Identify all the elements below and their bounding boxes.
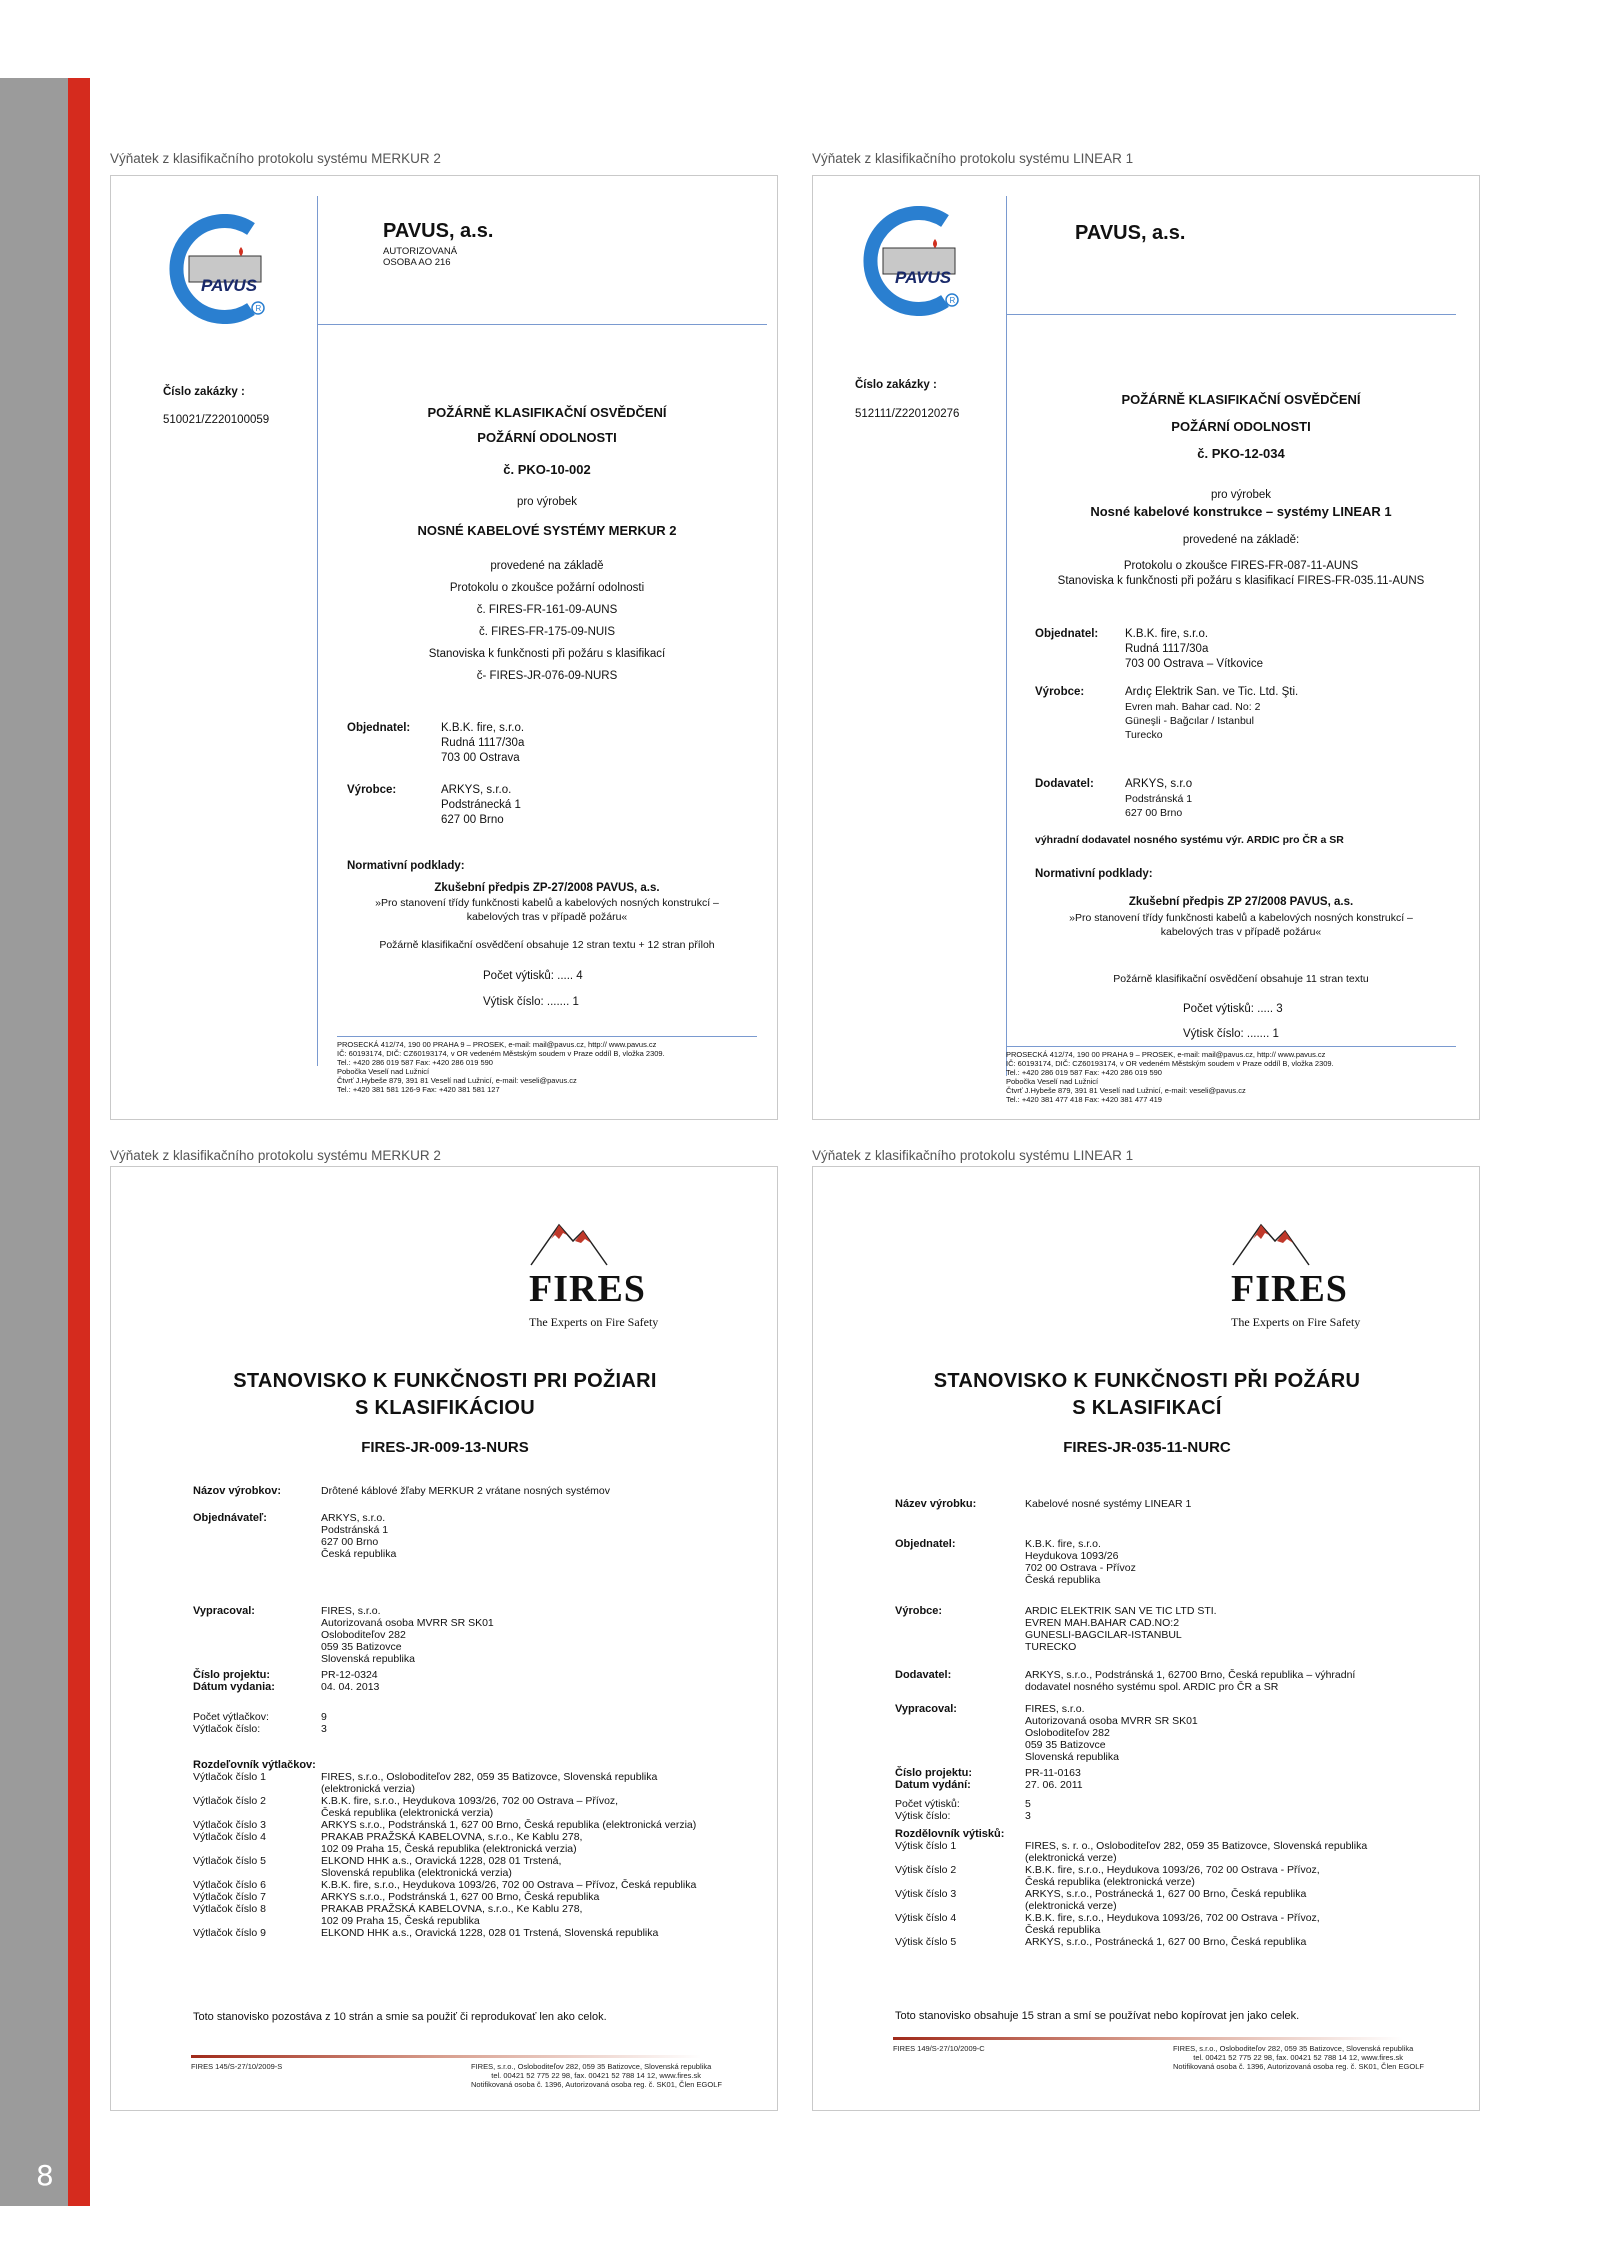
distribution-copy-value: ARKYS, s.r.o., Postránecká 1, 627 00 Brno, Česká republika (1025, 1936, 1307, 1948)
maker-line: Güneşli - Bağcılar / Istanbul (1125, 715, 1254, 727)
field-value: 27. 06. 2011 (1025, 1779, 1083, 1791)
field-value: Heydukova 1093/26 (1025, 1550, 1119, 1562)
distribution-copy-label: Výtisk číslo 4 (895, 1912, 957, 1924)
basis-line: Stanoviska k funkčnosti při požáru s klasifikací FIRES-FR-035.11-AUNS (1057, 575, 1425, 587)
distribution-copy-label: Výtlačok číslo 4 (193, 1831, 266, 1843)
footer-line: Pobočka Veselí nad Lužnicí (337, 1067, 430, 1076)
pavus-logo-text: PAVUS (201, 276, 258, 295)
footer-right-line: tel. 00421 52 775 22 98, fax. 00421 52 788 14 12, www.fires.sk (1193, 2053, 1403, 2062)
fires-logo (529, 1219, 609, 1272)
distribution-copy-value: FIRES, s. r. o., Osloboditeľov 282, 059 35 Batizovce, Slovenská republika (1025, 1840, 1368, 1852)
order-number: 510021/Z220100059 (163, 414, 270, 426)
footer-divider (191, 2055, 701, 2058)
field-label: Číslo projektu: (895, 1767, 973, 1779)
distribution-copy-value: ARKYS s.r.o., Podstránská 1, 627 00 Brno, Česká republika (321, 1891, 600, 1903)
pavus-logo-text: PAVUS (895, 268, 952, 287)
basis-line: provedené na základě: (1182, 534, 1300, 546)
norm-label: Normativní podklady: (347, 860, 465, 872)
field-value: 059 35 Batizovce (321, 1641, 402, 1653)
distribution-label: Rozdeľovník výtlačkov: (193, 1759, 316, 1771)
maker-line: Turecko (1125, 729, 1163, 741)
distribution-copy-label: Výtisk číslo 3 (895, 1888, 957, 1900)
footer-line: Čtvrť J.Hybeše 879, 391 81 Veselí nad Lužnicí, e-mail: veseli@pavus.cz (337, 1076, 577, 1085)
footer-line: PROSECKÁ 412/74, 190 00 PRAHA 9 – PROSEK, e-mail: mail@pavus.cz, http:// www.pavus.cz (1006, 1050, 1326, 1059)
field-label: Výrobce: (895, 1605, 943, 1617)
pavus-certificate-merkur-2 (110, 175, 778, 1120)
fires-tagline: The Experts on Fire Safety (1231, 1315, 1361, 1329)
field-value: ARDIC ELEKTRIK SAN VE TIC LTD STI. (1025, 1605, 1217, 1617)
field-label: Výtlačok číslo: (193, 1723, 261, 1735)
maker-line: 627 00 Brno (441, 814, 504, 826)
distribution-copy-value: ARKYS s.r.o., Podstránská 1, 627 00 Brno, Česká republika (elektronická verzia) (321, 1819, 697, 1831)
caption-merkur-2: Výňatek z klasifikačního protokolu systému MERKUR 2 (110, 151, 441, 166)
org-sub-1: AUTORIZOVANÁ (383, 246, 458, 257)
field-value: Kabelové nosné systémy LINEAR 1 (1025, 1498, 1192, 1510)
field-value: EVREN MAH.BAHAR CAD.NO:2 (1025, 1617, 1180, 1629)
divider-vertical (1006, 196, 1007, 1076)
footer-right-line: FIRES, s.r.o., Osloboditeľov 282, 059 35 Batizovce, Slovenská republika (1173, 2044, 1414, 2053)
footer-divider (337, 1036, 757, 1037)
maker-line: Podstránecká 1 (441, 799, 521, 811)
maker-line: Evren mah. Bahar cad. No: 2 (1125, 701, 1261, 713)
client-label: Objednatel: (1035, 628, 1099, 640)
field-value: 627 00 Brno (321, 1536, 379, 1548)
statement-title-line-2: S KLASIFIKÁCIOU (354, 1397, 536, 1419)
distribution-copy-value: FIRES, s.r.o., Osloboditeľov 282, 059 35 Batizovce, Slovenská republika (321, 1771, 658, 1783)
field-label: Výtisk číslo: (895, 1810, 951, 1822)
distribution-copy-label: Výtlačok číslo 5 (193, 1855, 266, 1867)
order-label: Číslo zakázky : (163, 386, 245, 398)
field-label: Dodavatel: (895, 1669, 952, 1681)
distribution-copy-label: Výtlačok číslo 9 (193, 1927, 266, 1939)
basis-line: Stanoviska k funkčnosti při požáru s klasifikací (428, 648, 666, 660)
distribution-copy-label: Výtisk číslo 2 (895, 1864, 957, 1876)
distribution-copy-value: Česká republika (elektronická verzia) (321, 1807, 494, 1819)
footer-right-line: FIRES, s.r.o., Osloboditeľov 282, 059 35 Batizovce, Slovenská republika (471, 2062, 712, 2071)
distribution-copy-label: Výtlačok číslo 2 (193, 1795, 266, 1807)
distribution-copy-value: 102 09 Praha 15, Česká republika (elektronická verzia) (321, 1843, 577, 1855)
field-value: Osloboditeľov 282 (321, 1629, 406, 1641)
maker-line: ARKYS, s.r.o. (441, 784, 512, 796)
field-value: 5 (1025, 1798, 1031, 1810)
field-value: 059 35 Batizovce (1025, 1739, 1106, 1751)
copies-count: Počet výtisků: ..... 4 (483, 970, 583, 982)
field-value: Podstránská 1 (321, 1524, 389, 1536)
client-line: Rudná 1117/30a (1125, 643, 1209, 655)
pavus-logo (161, 214, 271, 329)
pavus-logo (855, 206, 965, 321)
basis-line: č- FIRES-JR-076-09-NURS (476, 670, 618, 682)
field-value: Česká republika (321, 1548, 397, 1560)
field-value: ARKYS, s.r.o., Podstránská 1, 62700 Brno, Česká republika – výhradní (1025, 1669, 1356, 1681)
statement-title-line-1: STANOVISKO K FUNKČNOSTI PRI POŽIARI (233, 1370, 657, 1392)
field-value: GUNESLI-BAGCILAR-ISTANBUL (1025, 1629, 1182, 1641)
footer-line: Tel.: +420 286 019 587 Fax: +420 286 019 590 (1006, 1068, 1162, 1077)
for-product: pro výrobek (516, 496, 578, 508)
contains-text: Požárně klasifikační osvědčení obsahuje 12 stran textu + 12 stran příloh (379, 939, 715, 951)
footer-line: Tel.: +420 381 477 418 Fax: +420 381 477 419 (1006, 1095, 1162, 1104)
norm-line: Zkušební předpis ZP 27/2008 PAVUS, a.s. (1128, 896, 1354, 908)
client-line: K.B.K. fire, s.r.o. (1125, 628, 1209, 640)
statement-title-line-2: S KLASIFIKACÍ (1072, 1397, 1222, 1419)
fires-statement-linear-1 (812, 1166, 1480, 2111)
svg-text:R: R (255, 304, 262, 313)
distribution-copy-value: PRAKAB PRAŽSKÁ KABELOVNA, s.r.o., Ke Kablu 278, (321, 1903, 583, 1915)
norm-line: kabelových tras v případě požáru« (466, 911, 628, 923)
client-line: Rudná 1117/30a (441, 737, 525, 749)
field-label: Název výrobku: (895, 1498, 977, 1510)
footer-left: FIRES 145/S-27/10/2009-S (191, 2062, 283, 2071)
distribution-copy-label: Výtisk číslo 1 (895, 1840, 957, 1852)
footer-right-line: Notifikovaná osoba č. 1396, Autorizovaná osoba reg. č. SK01, Člen EGOLF (1173, 2062, 1424, 2071)
norm-line: »Pro stanovení třídy funkčnosti kabelů a kabelových nosných konstrukcí – (375, 897, 719, 909)
maker-label: Výrobce: (1035, 686, 1085, 698)
org-name: PAVUS, a.s. (1075, 222, 1186, 244)
product-name: NOSNÉ KABELOVÉ SYSTÉMY MERKUR 2 (417, 523, 677, 538)
sidebar-red-bar (68, 78, 90, 2206)
distribution-copy-label: Výtlačok číslo 7 (193, 1891, 266, 1903)
fires-logo-text: FIRES (529, 1268, 646, 1310)
footer-divider (1006, 1046, 1456, 1047)
distribution-copy-value: K.B.K. fire, s.r.o., Heydukova 1093/26, 702 00 Ostrava - Přívoz, (1025, 1912, 1320, 1924)
statement-code: FIRES-JR-035-11-NURC (1063, 1439, 1231, 1456)
client-line: 703 00 Ostrava (441, 752, 520, 764)
footer-left: FIRES 149/S-27/10/2009-C (893, 2044, 985, 2053)
maker-label: Výrobce: (347, 784, 397, 796)
copy-number: Výtisk číslo: ....... 1 (1183, 1028, 1279, 1040)
field-value: 3 (1025, 1810, 1031, 1822)
field-value: Česká republika (1025, 1574, 1101, 1586)
pavus-certificate-linear-1 (812, 175, 1480, 1120)
field-label: Počet výtisků: (895, 1798, 960, 1810)
product-name: Nosné kabelové konstrukce – systémy LINEAR 1 (1090, 504, 1392, 519)
field-value: 04. 04. 2013 (321, 1681, 380, 1693)
supplier-label: Dodavatel: (1035, 778, 1094, 790)
footer-line: IČ: 60193174, DIČ: CZ60193174, v OR vedeném Městským soudem v Praze oddíl B, vložka 2309. (1006, 1059, 1334, 1068)
supplier-line: Podstránská 1 (1125, 793, 1193, 805)
field-label: Počet výtlačkov: (193, 1711, 269, 1723)
basis-line: č. FIRES-FR-161-09-AUNS (476, 604, 618, 616)
field-value: PR-12-0324 (321, 1669, 378, 1681)
distribution-copy-label: Výtisk číslo 5 (895, 1936, 957, 1948)
distribution-copy-value: ELKOND HHK a.s., Oravická 1228, 028 01 Trstená, (321, 1855, 562, 1867)
svg-text:R: R (949, 296, 956, 305)
sidebar-grey-bar (0, 78, 68, 2206)
footer-line: Čtvrť J.Hybeše 879, 391 81 Veselí nad Lužnicí, e-mail: veseli@pavus.cz (1006, 1086, 1246, 1095)
field-value: PR-11-0163 (1025, 1767, 1081, 1779)
doc-title-number: č. PKO-12-034 (1197, 446, 1285, 461)
field-value: 702 00 Ostrava - Přívoz (1025, 1562, 1136, 1574)
doc-title-line-2: POŽÁRNÍ ODOLNOSTI (477, 430, 617, 445)
fires-logo-text: FIRES (1231, 1268, 1348, 1310)
footer-line: Pobočka Veselí nad Lužnicí (1006, 1077, 1099, 1086)
order-label: Číslo zakázky : (855, 379, 937, 391)
divider-horizontal (317, 324, 767, 325)
fires-logo (1231, 1219, 1311, 1272)
maker-line: Ardıç Elektrik San. ve Tic. Ltd. Şti. (1125, 686, 1299, 698)
distribution-copy-label: Výtlačok číslo 8 (193, 1903, 266, 1915)
for-product: pro výrobek (1210, 489, 1272, 501)
field-value: Drôtené káblové žľaby MERKUR 2 vrátane nosných systémov (321, 1485, 611, 1497)
distribution-copy-value: (elektronická verze) (1025, 1852, 1117, 1864)
footer-right-line: Notifikovaná osoba č. 1396, Autorizovaná osoba reg. č. SK01, Člen EGOLF (471, 2080, 722, 2089)
field-value: FIRES, s.r.o. (1025, 1703, 1085, 1715)
field-value: Autorizovaná osoba MVRR SR SK01 (1025, 1715, 1198, 1727)
distribution-copy-label: Výtlačok číslo 6 (193, 1879, 266, 1891)
supplier-line: 627 00 Brno (1125, 807, 1183, 819)
distribution-copy-value: K.B.K. fire, s.r.o., Heydukova 1093/26, 702 00 Ostrava – Přívoz, Česká republika (321, 1879, 697, 1891)
doc-title-line-1: POŽÁRNĚ KLASIFIKAČNÍ OSVĚDČENÍ (427, 405, 667, 420)
field-value: Osloboditeľov 282 (1025, 1727, 1110, 1739)
field-value: TURECKO (1025, 1641, 1077, 1653)
footer-line: PROSECKÁ 412/74, 190 00 PRAHA 9 – PROSEK, e-mail: mail@pavus.cz, http:// www.pavus.cz (337, 1040, 657, 1049)
footer-line: Tel.: +420 286 019 587 Fax: +420 286 019 590 (337, 1058, 493, 1067)
footer-line: IČ: 60193174, DIČ: CZ60193174, v OR vedeném Městským soudem v Praze oddíl B, vložka 2309. (337, 1049, 665, 1058)
norm-line: »Pro stanovení třídy funkčnosti kabelů a kabelových nosných konstrukcí – (1069, 912, 1413, 924)
copies-count: Počet výtisků: ..... 3 (1183, 1003, 1283, 1015)
client-line: K.B.K. fire, s.r.o. (441, 722, 525, 734)
distribution-copy-value: K.B.K. fire, s.r.o., Heydukova 1093/26, 702 00 Ostrava - Přívoz, (1025, 1864, 1320, 1876)
caption-merkur-2: Výňatek z klasifikačního protokolu systému MERKUR 2 (110, 1148, 441, 1163)
field-label: Názov výrobkov: (193, 1485, 282, 1497)
closing-note: Toto stanovisko obsahuje 15 stran a smí se používat nebo kopírovat jen jako celek. (895, 2010, 1300, 2022)
closing-note: Toto stanovisko pozostáva z 10 strán a smie sa použiť či reprodukovať len ako celok. (193, 2011, 607, 2023)
distribution-copy-value: (elektronická verzia) (321, 1783, 415, 1795)
fires-statement-merkur-2 (110, 1166, 778, 2111)
field-label: Dátum vydania: (193, 1681, 275, 1693)
footer-right-line: tel. 00421 52 775 22 98, fax. 00421 52 788 14 12, www.fires.sk (491, 2071, 701, 2080)
distribution-copy-value: PRAKAB PRAŽSKÁ KABELOVNA, s.r.o., Ke Kablu 278, (321, 1831, 583, 1843)
basis-line: č. FIRES-FR-175-09-NUIS (478, 626, 616, 638)
doc-title-line-2: POŽÁRNÍ ODOLNOSTI (1171, 419, 1311, 434)
org-name: PAVUS, a.s. (383, 220, 494, 242)
divider-horizontal (1006, 314, 1456, 315)
distribution-copy-value: Slovenská republika (elektronická verzia) (321, 1867, 512, 1879)
caption-linear-1: Výňatek z klasifikačního protokolu systému LINEAR 1 (812, 151, 1134, 166)
supplier-line: ARKYS, s.r.o (1125, 778, 1193, 790)
field-value: Autorizovaná osoba MVRR SR SK01 (321, 1617, 494, 1629)
distribution-copy-value: Česká republika (elektronická verze) (1025, 1876, 1195, 1888)
norm-line: Zkušební předpis ZP-27/2008 PAVUS, a.s. (434, 882, 660, 894)
contains-text: Požárně klasifikační osvědčení obsahuje 11 stran textu (1113, 973, 1369, 985)
field-value: ARKYS, s.r.o. (321, 1512, 386, 1524)
footer-line: Tel.: +420 381 581 126-9 Fax: +420 381 581 127 (337, 1085, 500, 1094)
field-value: FIRES, s.r.o. (321, 1605, 381, 1617)
distribution-copy-value: ARKYS, s.r.o., Postránecká 1, 627 00 Brno, Česká republika (1025, 1888, 1307, 1900)
client-label: Objednatel: (347, 722, 411, 734)
fires-tagline: The Experts on Fire Safety (529, 1315, 659, 1329)
field-label: Objednatel: (895, 1538, 956, 1550)
client-line: 703 00 Ostrava – Vítkovice (1125, 658, 1264, 670)
field-label: Vypracoval: (895, 1703, 957, 1715)
distribution-copy-value: ELKOND HHK a.s., Oravická 1228, 028 01 Trstená, Slovenská republika (321, 1927, 659, 1939)
divider-vertical (317, 196, 318, 1066)
field-value: Slovenská republika (1025, 1751, 1119, 1763)
exclusive-supplier-note: výhradní dodavatel nosného systému výr. ARDIC pro ČR a SR (1035, 834, 1344, 846)
field-label: Datum vydání: (895, 1779, 971, 1791)
copy-number: Výtisk číslo: ....... 1 (483, 996, 579, 1008)
field-value: 9 (321, 1711, 327, 1723)
statement-code: FIRES-JR-009-13-NURS (361, 1439, 529, 1456)
field-value: dodavatel nosného systému spol. ARDIC pro ČR a SR (1025, 1681, 1279, 1693)
distribution-copy-value: Česká republika (1025, 1924, 1101, 1936)
basis-line: Protokolu o zkoušce požární odolnosti (449, 582, 645, 594)
norm-label: Normativní podklady: (1035, 868, 1153, 880)
field-label: Vypracoval: (193, 1605, 255, 1617)
field-value: Slovenská republika (321, 1653, 415, 1665)
field-value: K.B.K. fire, s.r.o. (1025, 1538, 1101, 1550)
distribution-copy-value: K.B.K. fire, s.r.o., Heydukova 1093/26, 702 00 Ostrava – Přívoz, (321, 1795, 619, 1807)
order-number: 512111/Z220120276 (855, 408, 960, 420)
page-number: 8 (36, 2159, 54, 2192)
distribution-label: Rozdělovník výtisků: (895, 1828, 1005, 1840)
doc-title-line-1: POŽÁRNĚ KLASIFIKAČNÍ OSVĚDČENÍ (1121, 392, 1361, 407)
statement-title-line-1: STANOVISKO K FUNKČNOSTI PŘI POŽÁRU (933, 1370, 1361, 1392)
field-label: Objednávateľ: (193, 1512, 267, 1524)
distribution-copy-value: 102 09 Praha 15, Česká republika (321, 1915, 480, 1927)
distribution-copy-label: Výtlačok číslo 3 (193, 1819, 266, 1831)
doc-title-number: č. PKO-10-002 (503, 462, 591, 477)
caption-linear-1: Výňatek z klasifikačního protokolu systému LINEAR 1 (812, 1148, 1134, 1163)
field-value: 3 (321, 1723, 327, 1735)
distribution-copy-label: Výtlačok číslo 1 (193, 1771, 266, 1783)
basis-line: Protokolu o zkoušce FIRES-FR-087-11-AUNS (1123, 560, 1359, 572)
org-sub-2: OSOBA AO 216 (383, 257, 451, 268)
norm-line: kabelových tras v případě požáru« (1160, 926, 1322, 938)
field-label: Číslo projektu: (193, 1669, 271, 1681)
basis-line: provedené na základě (490, 560, 604, 572)
distribution-copy-value: (elektronická verze) (1025, 1900, 1117, 1912)
footer-divider (893, 2037, 1403, 2040)
